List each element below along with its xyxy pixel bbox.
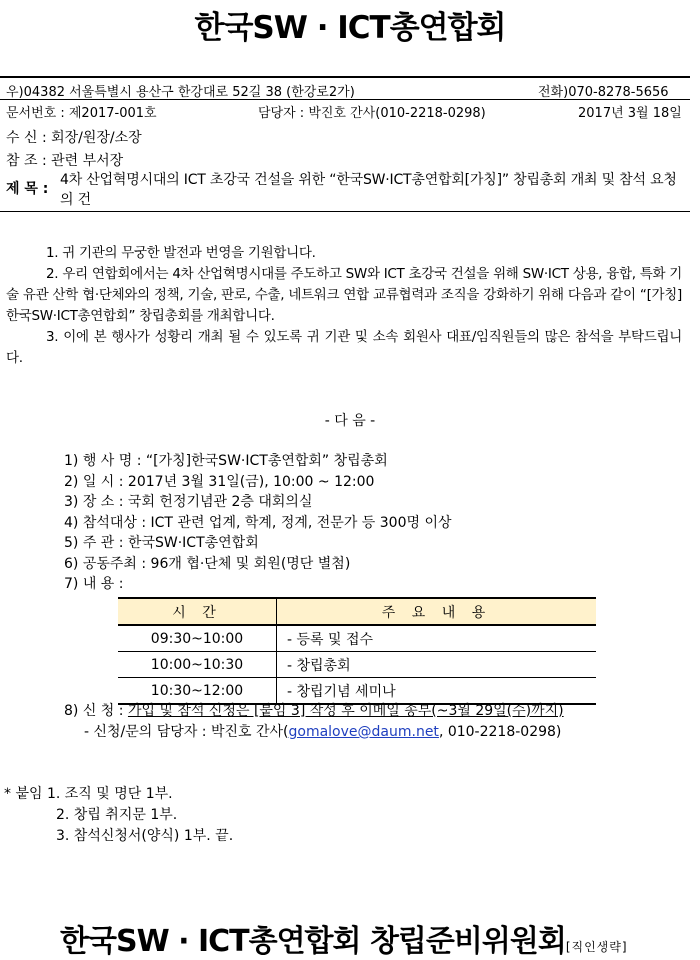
table-row — [118, 652, 596, 678]
subject-text: 4차 산업혁명시대의 ICT 초강국 건설을 위한 “한국SW·ICT총연합회[가칭]” 창립총회 개최 및 참석 요청의 건 — [60, 172, 677, 208]
subject-rule — [0, 211, 690, 212]
top-rule — [0, 76, 690, 78]
item-datetime: 2) 일 시 : 2017년 3월 31일(금), 10:00 ~ 12:00 — [64, 474, 375, 490]
inquiry-suffix: , 010-2218-0298) — [438, 724, 562, 740]
email-link[interactable]: gomalove@daum.net — [288, 724, 439, 740]
application-label: 8) 신 청 : — [64, 703, 124, 719]
row-content: - 창립기념 세미나 — [277, 678, 597, 705]
application-text: 가입 및 참석 신청은 [붙임 3] 작성 후 이메일 송부(~3월 29일(수)까지) — [127, 703, 564, 719]
row-content: - 등록 및 접수 — [277, 625, 597, 652]
item-application — [64, 700, 564, 720]
item-venue: 3) 장 소 : 국회 헌정기념관 2층 대회의실 — [64, 494, 313, 510]
dagum-heading: - 다 음 - — [324, 413, 376, 429]
row-content: - 창립총회 — [277, 652, 597, 678]
paragraph-3: 3. 이에 본 행사가 성황리 개최 될 수 있도록 귀 기관 및 소속 회원사 대표/임직원들의 많은 참석을 부탁드립니다. — [6, 329, 682, 366]
recipient: 수 신 : 회장/원장/소장 — [6, 130, 142, 146]
item-cohosts: 6) 공동주최 : 96개 협·단체 및 회원(명단 별첨) — [64, 556, 351, 572]
schedule-table — [118, 597, 596, 705]
table-header-row — [118, 598, 596, 625]
table-row — [118, 625, 596, 652]
seal-omitted: [직인생략] — [565, 940, 628, 954]
row-time: 10:30~12:00 — [118, 678, 277, 705]
phone: 전화)070-8278-5656 — [538, 85, 669, 100]
paragraph-1: 1. 귀 기관의 무궁한 발전과 번영을 기원합니다. — [46, 245, 316, 261]
subject-label: 제 목 : — [6, 181, 49, 197]
address: 우)04382 서울특별시 용산구 한강대로 52길 38 (한강로2가) — [6, 85, 355, 100]
footer-sender — [60, 916, 628, 960]
doc-number: 문서번호 : 제2017-001호 — [6, 106, 157, 121]
row-time: 09:30~10:00 — [118, 625, 277, 652]
body-paragraphs — [6, 243, 682, 369]
header-time: 시 간 — [118, 598, 277, 625]
paragraph-2: 2. 우리 연합회에서는 4차 산업혁명시대를 주도하고 SW와 ICT 초강국 건설을 위해 SW·ICT 상용, 융합, 특화 기술 유관 산학 협·단체와의 정책, 기술, 판로, 수출, 네트워크 연합 교류협력과 조직을 강화하기 위해 다음과 같이 “[가칭]한국SW·ICT총연합회” 창립총회를 개최합니다. — [6, 266, 682, 324]
reference: 참 조 : 관련 부서장 — [6, 153, 124, 169]
attachment-1: * 붙임 1. 조직 및 명단 1부. — [4, 786, 173, 802]
row-time: 10:00~10:30 — [118, 652, 277, 678]
attachment-3: 3. 참석신청서(양식) 1부. 끝. — [56, 828, 234, 844]
footer-committee: 한국SW · ICT총연합회 창립준비위원회 — [60, 924, 566, 959]
header-content: 주 요 내 용 — [277, 598, 597, 625]
contact-person: 담당자 : 박진호 간사(010-2218-0298) — [258, 106, 486, 121]
document-title: 한국SW · ICT총연합회 — [194, 10, 506, 46]
item-organizer: 5) 주 관 : 한국SW·ICT총연합회 — [64, 535, 259, 551]
attachment-2: 2. 창립 취지문 1부. — [56, 807, 178, 823]
item-content: 7) 내 용 : — [64, 576, 124, 592]
item-event-name: 1) 행 사 명 : “[가칭]한국SW·ICT총연합회” 창립총회 — [64, 453, 388, 469]
doc-date: 2017년 3월 18일 — [578, 106, 682, 121]
item-attendees: 4) 참석대상 : ICT 관련 업계, 학계, 정계, 전문가 등 300명 이상 — [64, 515, 452, 531]
inquiry-prefix: - 신청/문의 담당자 : 박진호 간사( — [84, 724, 289, 740]
inquiry-line — [84, 721, 561, 741]
address-rule — [0, 99, 690, 100]
